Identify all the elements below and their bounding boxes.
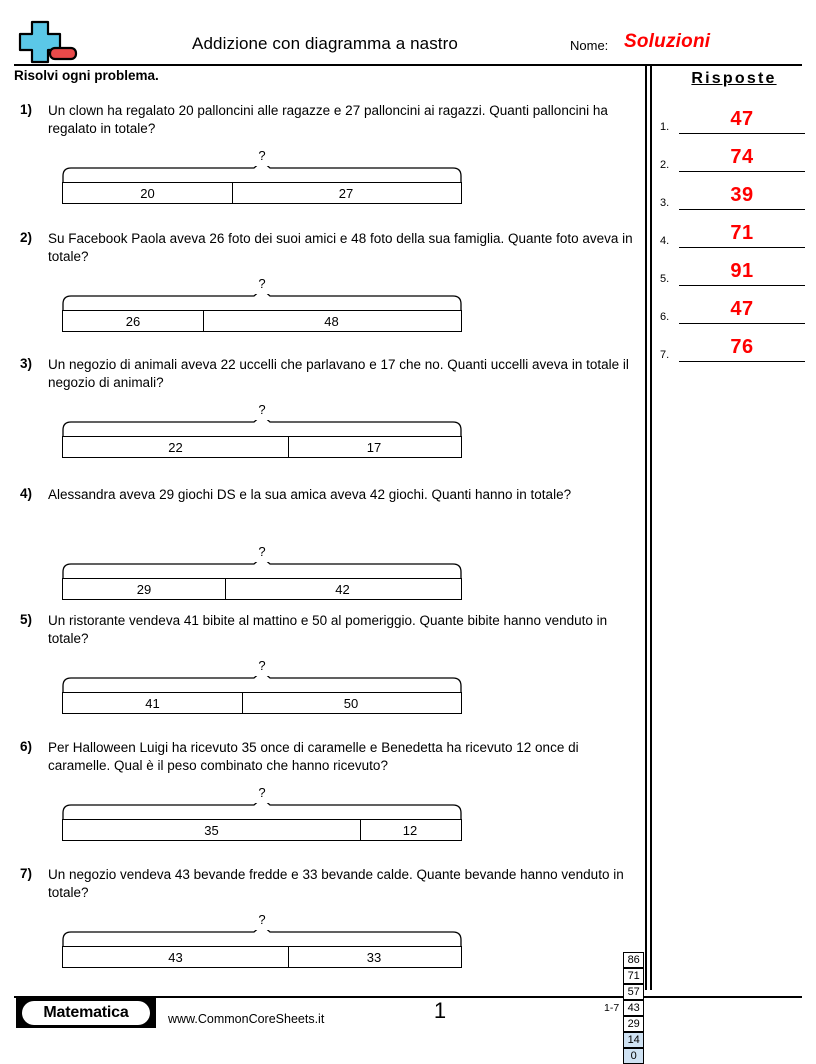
score-scale-cell: 71 [623,968,644,984]
answer-index: 2. [660,159,670,171]
tape-cell-right: 42 [335,581,350,597]
score-scale-cell: 43 [623,1000,644,1016]
unknown-total-label: ? [258,402,266,417]
unknown-total-label: ? [258,276,266,291]
unknown-total-label: ? [258,544,266,559]
score-scale-cell: 29 [623,1016,644,1032]
tape-cell-left: 20 [63,183,233,203]
page-title: Addizione con diagramma a nastro [192,34,458,53]
answer-value: 47 [730,298,754,320]
site-url: www.CommonCoreSheets.it [168,1012,325,1026]
tape-bar [62,819,462,841]
score-scale-cell: 57 [623,984,644,1000]
tape-diagram [62,912,464,976]
answer-index: 7. [660,349,670,361]
tape-diagram [62,402,464,466]
problem-text: Un ristorante vendeva 41 bibite al mattino e 50 al pomeriggio. Quante bibite hanno venduto in totale? [48,613,608,646]
panel-divider-line-outer [645,64,647,990]
answers-heading: Risposte [691,70,777,87]
subject-badge-label: Matematica [22,1001,150,1025]
answer-value: 39 [730,184,754,206]
plus-minus-logo-icon [14,20,88,64]
page-number: 1 [433,998,447,1023]
tape-cell-right: 12 [402,822,418,838]
unknown-total-label: ? [258,785,266,800]
tape-cell-left: 22 [63,437,289,457]
score-scale-label: 1-7 [604,1001,620,1014]
name-label: Nome: [570,38,609,53]
tape-diagram [62,785,464,849]
tape-diagram [62,658,464,722]
problem-number: 2) [20,230,33,245]
tape-bar [62,692,462,714]
tape-cell-right: 48 [324,313,339,329]
tape-bar [62,946,462,968]
answer-value: 71 [730,222,754,244]
tape-cell-right: 27 [338,185,354,201]
tape-diagram [62,148,464,212]
tape-cell-left: 26 [63,311,204,331]
answer-underline [679,361,805,363]
tape-bar [62,182,462,204]
problem-text: Per Halloween Luigi ha ricevuto 35 once di caramelle e Benedetta ha ricevuto 12 once di caramelle. Qual è il peso combinato che hanno ricevuto? [48,740,579,773]
header-divider [14,64,802,66]
tape-bar [62,578,462,600]
score-scale-cell: 14 [623,1032,644,1048]
answer-index: 1. [660,121,670,133]
tape-cell-right: 33 [366,949,382,965]
tape-cell-right: 17 [366,439,382,455]
problem-text: Alessandra aveva 29 giochi DS e la sua amica aveva 42 giochi. Quanti hanno in totale? [48,487,572,502]
answer-index: 6. [660,311,670,323]
score-scale-cell: 86 [623,952,644,968]
score-scale [604,953,644,1062]
panel-divider-line-inner [650,64,652,990]
answer-row [660,96,805,134]
answer-value: 47 [730,108,754,130]
problem-text: Un negozio vendeva 43 bevande fredde e 33 bevande calde. Quante bevande hanno venduto in totale? [48,867,624,900]
answer-value: 74 [730,146,754,168]
unknown-total-label: ? [258,912,266,927]
problem-text: Un clown ha regalato 20 palloncini alle ragazze e 27 palloncini ai ragazzi. Quanti palloncini ha regalato in totale? [48,103,608,136]
answer-index: 3. [660,197,670,209]
answer-index: 5. [660,273,670,285]
tape-cell-left: 35 [63,820,361,840]
answer-row [660,134,805,172]
tape-diagram [62,544,464,608]
answer-value: 91 [730,260,754,282]
problem-number: 5) [20,612,33,627]
tape-cell-left: 41 [63,693,243,713]
score-scale-cell: 0 [623,1048,644,1064]
tape-cell-right: 50 [343,695,359,711]
tape-diagram [62,276,464,340]
tape-bar [62,436,462,458]
score-scale-boxes [624,952,644,1064]
answer-row [660,324,805,362]
answer-row [660,172,805,210]
answer-row [660,286,805,324]
answer-row [660,210,805,248]
tape-cell-left: 43 [63,947,289,967]
unknown-total-label: ? [258,658,266,673]
problem-number: 7) [20,866,33,881]
instructions: Risolvi ogni problema. [14,68,159,83]
problem-text: Un negozio di animali aveva 22 uccelli che parlavano e 17 che no. Quanti uccelli aveva in totale il negozio di animali? [48,357,629,390]
tape-bar [62,310,462,332]
problem-number: 6) [20,739,33,754]
answer-index: 4. [660,235,670,247]
tape-cell-left: 29 [63,579,226,599]
subject-badge [16,998,156,1028]
problem-number: 3) [20,356,33,371]
unknown-total-label: ? [258,148,266,163]
problem-number: 1) [20,102,33,117]
answer-row [660,248,805,286]
problem-text: Su Facebook Paola aveva 26 foto dei suoi amici e 48 foto della sua famiglia. Quante foto aveva in totale? [48,231,633,264]
problem-number: 4) [20,486,33,501]
name-value: Soluzioni [624,31,711,52]
answer-value: 76 [730,336,754,358]
page-header [14,20,802,64]
